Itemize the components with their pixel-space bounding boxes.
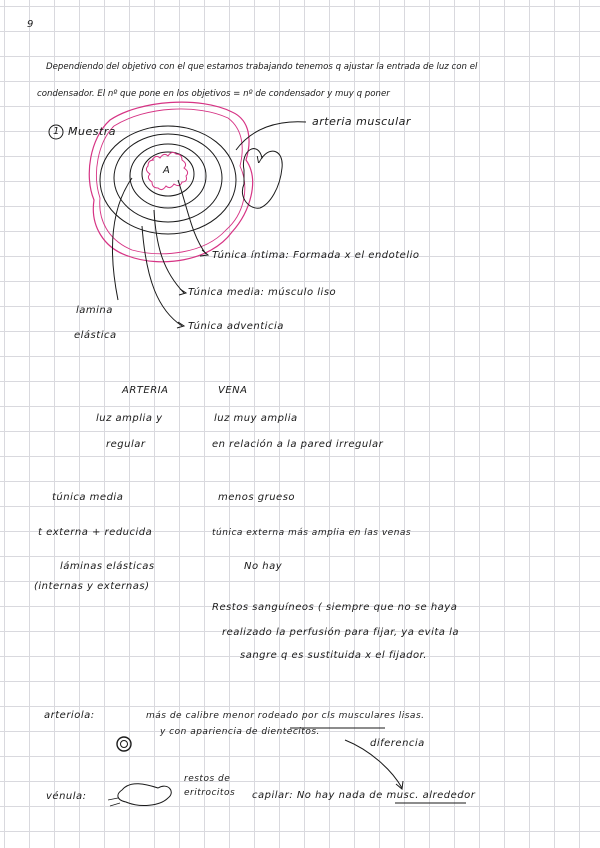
row-1-vena: luz muy amplia	[214, 413, 298, 424]
row-1-arteria: luz amplia y	[96, 413, 163, 424]
restos-line-3: sangre q es sustituida x el fijador.	[240, 650, 427, 661]
diferencia-note: diferencia	[370, 738, 425, 749]
diagram-number: 1	[53, 126, 60, 137]
arteriola-sketch	[117, 737, 131, 751]
label-tunica-media: Túnica media: músculo liso	[188, 287, 337, 298]
row-5-arteria: láminas elásticas	[60, 561, 155, 572]
row-2-arteria: regular	[106, 439, 146, 450]
venula-label: vénula:	[46, 791, 87, 802]
arteriola-line-1: más de calibre menor rodeado por cls musculares lisas.	[146, 711, 425, 721]
restos-line-1: Restos sanguíneos ( siempre que no se haya	[212, 602, 458, 613]
diagram-title: Muestra	[68, 125, 117, 138]
row-3-vena: menos grueso	[218, 492, 296, 503]
row-6-arteria: (internas y externas)	[34, 581, 150, 592]
capilar-line: capilar: No hay nada de musc. alrededor	[252, 790, 476, 801]
intro-line-2: condensador. El nº que pone en los objetivos = nº de condensador y muy q poner	[37, 89, 390, 99]
row-2-vena: en relación a la pared irregular	[212, 439, 384, 450]
label-elastica: elástica	[74, 330, 117, 341]
venula-note-2: eritrocitos	[184, 788, 236, 798]
page-number: 9	[27, 19, 34, 30]
intro-line-1: Dependiendo del objetivo con el que estamos trabajando tenemos q ajustar la entrada de luz con el	[46, 62, 478, 72]
artery-letter: A	[163, 165, 171, 176]
row-5-vena: No hay	[244, 561, 283, 572]
label-lamina: lamina	[76, 305, 113, 316]
venula-note-1: restos de	[184, 774, 231, 784]
arteriola-line-2: y con apariencia de dientecitos.	[160, 727, 320, 737]
label-tunica-adventicia: Túnica adventicia	[188, 321, 284, 332]
vein-letter: V	[256, 155, 264, 166]
row-3-arteria: túnica media	[52, 492, 124, 503]
arteriola-label: arteriola:	[44, 710, 95, 721]
header-vena: VENA	[218, 385, 248, 396]
header-arteria: ARTERIA	[122, 385, 169, 396]
venula-sketch	[118, 784, 171, 806]
outer-ring	[100, 126, 236, 234]
label-tunica-intima: Túnica íntima: Formada x el endotelio	[212, 250, 420, 261]
row-4-vena: túnica externa más amplia en las venas	[212, 528, 412, 538]
row-4-arteria: t externa + reducida	[38, 527, 153, 538]
restos-line-2: realizado la perfusión para fijar, ya evita la	[222, 627, 460, 638]
label-arteria-muscular: arteria muscular	[312, 115, 411, 128]
